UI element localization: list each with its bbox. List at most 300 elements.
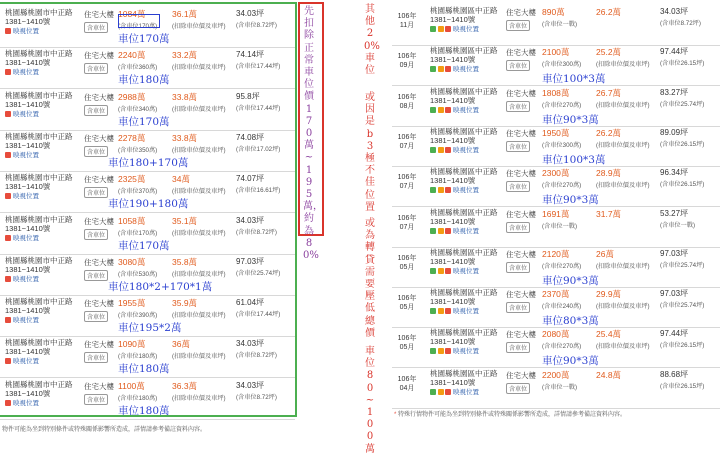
parking-price-note: (含車位170萬) [118,23,158,30]
address-number: 1381~1410號 [430,176,476,186]
parking-included-badge: 含車位 [506,20,530,31]
map-location-link[interactable] [430,146,498,155]
deal-date [396,294,418,312]
address-city: 桃園縣桃園區中正路 [430,126,498,136]
map-location-link[interactable] [430,25,498,34]
address-number: 1381~1410號 [430,135,476,145]
deal-month: 05月 [399,304,415,312]
parking-included-badge: 含車位 [84,63,108,74]
deal-date [396,375,418,393]
address-block [430,208,498,236]
building-type-label: 住宅大樓 [506,48,536,58]
map-link-label: 映視位置 [453,146,479,154]
map-location-link[interactable] [430,65,498,74]
building-type-label: 住宅大樓 [506,290,536,300]
address-city: 桃園縣桃園區中正路 [430,46,498,56]
handwritten-parking-note: 車位100*3萬 [542,153,606,166]
address-block [5,173,73,201]
total-price-value: 2988萬 [118,91,146,102]
map-location-link[interactable] [430,307,498,316]
unit-price-value: 31.7萬 [596,208,622,219]
parking-included-badge: 含車位 [84,229,108,240]
map-link-label: 映視位置 [13,69,39,77]
building-type-label: 住宅大樓 [84,299,114,309]
deal-month: 04月 [399,384,415,392]
map-pin-icon [5,193,11,199]
purple-handwritten-note: 先扣除正常車位價170萬~195萬，約為80% [303,6,323,262]
floor-area [660,288,704,309]
map-pin-icon [5,28,11,34]
total-price-value: 1100萬 [118,380,145,391]
map-link-label: 映視位置 [13,358,39,366]
total-price [542,369,577,391]
floor-area [660,248,704,269]
map-pin-icon [445,187,451,193]
parking-included-badge: 含車位 [506,101,530,112]
map-pin-icon [438,147,444,153]
map-location-link[interactable] [430,227,498,236]
building-type-label: 住宅大樓 [506,370,536,380]
address-city: 桃園縣桃園區中正路 [430,288,498,298]
address-number: 1381~1410號 [5,306,51,316]
map-pin-icon [445,66,451,72]
building-type [84,9,114,33]
red-note-other-parking: 其他20%車位 [364,4,380,77]
map-pin-icon [438,107,444,113]
map-pin-icon [430,389,436,395]
map-pin-icon [5,69,11,75]
total-price-value: 2200萬 [542,369,570,380]
unit-price-value: 26.2萬 [596,127,622,138]
floor-area [660,6,701,27]
parking-area-note: (含車位17.02坪) [236,145,281,153]
map-pin-icon [430,107,436,113]
total-price [542,288,581,310]
unit-price-value: 25.2萬 [596,47,622,58]
floor-area-value: 89.09坪 [660,127,689,137]
deal-year: 106年 [397,295,417,303]
left-footnote: 物件可能為坐到特別條件或特殊關係影響所造成，詳情請參考備註資料內容。 [2,427,207,433]
unit-price [172,173,226,195]
handwritten-parking-note: 車位90*3萬 [542,355,599,368]
total-price-value: 2325萬 [118,174,146,185]
address-city: 桃園縣桃園市中正路 [5,49,73,59]
deal-year: 106年 [397,214,417,222]
map-pin-icon [5,235,11,241]
map-location-link[interactable] [430,388,498,397]
parking-price-note: (含車位390萬) [118,312,158,320]
building-type [506,249,536,273]
map-location-link[interactable] [5,316,73,325]
parking-highlight-box [118,14,160,28]
address-number: 1381~1410號 [5,264,51,274]
deal-date [396,52,418,70]
floor-area-value: 96.34坪 [660,168,689,178]
address-city: 桃園縣桃園區中正路 [430,86,498,96]
unit-price-value: 36.3萬 [172,380,198,391]
parking-price-note: (含車位360萬) [118,64,158,72]
address-block [430,46,498,74]
map-link-label: 映視位置 [453,66,479,74]
total-price [118,49,157,71]
map-link-label: 映視位置 [453,348,479,356]
address-block [5,49,73,77]
floor-area [236,297,280,318]
address-block [5,215,73,243]
total-price [542,167,581,189]
deal-month: 09月 [399,62,415,70]
parking-price-note: (含車位270萬) [542,262,582,270]
building-type-label: 住宅大樓 [506,88,536,98]
floor-area [236,132,280,153]
map-location-link[interactable] [5,275,73,284]
unit-price-note: (扣除車位價及車坪) [172,105,226,113]
map-pin-icon [5,358,11,364]
map-location-link[interactable] [5,234,73,243]
floor-area-value: 97.44坪 [660,47,689,57]
map-link-label: 映視位置 [13,317,39,325]
parking-included-badge: 含車位 [84,105,108,116]
unit-price-note: (扣除車位價及車坪) [172,188,226,196]
address-number: 1381~1410號 [5,58,51,68]
address-block [430,248,498,276]
parking-price-note: (含車位300萬) [542,141,582,149]
total-price-value: 1955萬 [118,298,146,309]
total-price-value: 2080萬 [542,329,570,340]
parking-area-note: (含車位25.74坪) [236,269,281,277]
deal-year: 106年 [397,335,417,343]
map-location-link[interactable] [430,106,498,115]
parking-included-badge: 含車位 [506,383,530,394]
address-number: 1381~1410號 [430,297,476,307]
unit-price [596,208,621,221]
map-location-link[interactable] [5,357,73,366]
unit-price [172,132,226,154]
map-pin-icon [438,348,444,354]
address-block [5,91,73,119]
floor-area-value: 97.44坪 [660,329,689,339]
parking-area-note: (含車位26.15坪) [660,60,705,68]
handwritten-parking-note: 車位90*3萬 [542,113,599,126]
floor-area-value: 34.03坪 [236,339,265,349]
address-city: 桃園縣桃園區中正路 [430,6,498,15]
map-pin-icon [438,389,444,395]
floor-area [660,369,704,390]
unit-price-note: (扣除車位價及車坪) [172,146,226,154]
map-location-link[interactable] [430,267,498,276]
deal-date [396,133,418,151]
unit-price-note: (扣除車位價及車坪) [172,270,226,278]
unit-price-value: 28.9萬 [596,168,622,179]
parking-area-note: (含車位26.15坪) [660,342,705,350]
address-city: 桃園縣桃園區中正路 [430,207,498,217]
floor-area-value: 34.03坪 [236,380,265,390]
address-number: 1381~1410號 [5,347,51,357]
parking-price-note: (含車位350萬) [118,146,158,154]
total-price-value: 2120萬 [542,248,570,259]
parking-area-note: (含車位一戰) [660,221,696,229]
unit-price-note: (扣除車位價及車坪) [172,229,226,237]
building-type [84,339,114,363]
unit-price [596,87,650,109]
unit-price-value: 35.1萬 [172,215,198,226]
handwritten-parking-note: 車位80*3萬 [542,315,599,328]
parking-included-badge: 含車位 [84,352,108,363]
building-type [506,7,536,31]
unit-price [596,248,650,270]
deal-month: 07月 [399,183,415,191]
building-type-label: 住宅大樓 [84,340,114,350]
map-link-label: 映視位置 [13,151,39,159]
floor-area-value: 34.03坪 [236,215,265,225]
listing-row [392,365,720,409]
unit-price-note: (扣除車位價及車坪) [172,64,226,72]
unit-price [596,167,650,189]
address-city: 桃園縣桃園區中正路 [430,167,498,177]
address-number: 1381~1410號 [5,17,51,26]
green-frame-bottom [0,415,297,417]
map-pin-icon [438,26,444,32]
map-location-link[interactable] [5,151,73,160]
total-price [118,173,157,195]
handwritten-parking-note: 車位170萬 [118,115,170,128]
total-price-value: 1808萬 [542,87,570,98]
map-pin-icon [438,268,444,274]
building-type-label: 住宅大樓 [84,92,114,102]
unit-price [172,91,226,113]
unit-price-value: 33.8萬 [172,132,198,143]
parking-price-note: (含車位一戰) [542,383,578,391]
address-number: 1381~1410號 [5,223,51,233]
parking-area-note: (含車位25.74坪) [660,302,705,310]
listing-row [392,204,720,248]
map-location-link[interactable] [5,68,73,77]
unit-price-note: (扣除車位價及車坪) [172,353,226,361]
deal-date [396,93,418,111]
total-price [118,297,157,319]
building-type [506,168,536,192]
deal-year: 106年 [397,254,417,262]
parking-price-note: (含車位370萬) [118,188,158,196]
building-type [506,370,536,394]
unit-price [172,380,226,402]
unit-price-value: 35.8萬 [172,256,198,267]
green-frame-top [0,2,297,4]
map-link-label: 映視位置 [453,187,479,195]
handwritten-parking-note: 車位190+180萬 [108,198,189,211]
building-type-label: 住宅大樓 [506,249,536,259]
building-type-label: 住宅大樓 [84,133,114,143]
map-location-link[interactable] [5,192,73,201]
map-pin-icon [5,152,11,158]
parking-included-badge: 含車位 [506,222,530,233]
handwritten-parking-note: 車位180*2+170*1萬 [108,280,213,293]
building-type [506,289,536,313]
total-price-value: 1084萬 [118,9,146,19]
floor-area-value: 34.03坪 [236,9,265,18]
address-number: 1381~1410號 [5,140,51,150]
parking-included-badge: 含車位 [84,146,108,157]
unit-price [172,215,226,237]
building-type [506,47,536,71]
parking-area-note: (含車位26.15坪) [660,181,705,189]
total-price [542,208,577,230]
address-city: 桃園縣桃園區中正路 [430,328,498,338]
floor-area [236,256,280,277]
floor-area [660,127,704,148]
building-type-label: 住宅大樓 [506,169,536,179]
total-price [118,380,157,402]
address-number: 1381~1410號 [430,337,476,347]
map-link-label: 映視位置 [13,193,39,201]
parking-price-note: (含車位340萬) [118,105,158,113]
handwritten-parking-note: 車位180萬 [118,74,170,87]
unit-price [172,8,226,30]
map-location-link[interactable] [5,399,73,408]
building-type [506,329,536,353]
building-type-label: 住宅大樓 [506,128,536,138]
building-type-label: 住宅大樓 [84,257,114,267]
deal-year: 106年 [397,53,417,61]
unit-price [596,288,650,310]
address-number: 1381~1410號 [430,377,476,387]
unit-price-note: (扣除車位價及車坪) [596,61,650,69]
map-pin-icon [438,187,444,193]
deal-month: 05月 [399,263,415,271]
deal-date [396,214,418,232]
building-type [84,257,114,281]
map-pin-icon [430,268,436,274]
deal-year: 106年 [397,13,417,20]
right-listing-panel [392,0,720,439]
footnote-star: * [394,412,397,418]
red-note-parking-price: 車位80~100萬 [365,346,375,455]
map-link-label: 映視位置 [453,26,479,33]
deal-month: 07月 [399,142,415,150]
parking-price-note: (含車位240萬) [542,303,582,311]
building-type-label: 住宅大樓 [84,216,114,226]
address-city: 桃園縣桃園市中正路 [5,379,73,389]
handwritten-parking-note: 車位180萬 [118,404,170,417]
parking-price-note: (含車位270萬) [542,343,582,351]
map-location-link[interactable] [430,186,498,195]
map-pin-icon [445,308,451,314]
floor-area [660,167,704,188]
building-type [84,381,114,405]
unit-price-value: 33.2萬 [172,50,198,61]
map-location-link[interactable] [430,347,498,356]
unit-price-value: 25.4萬 [596,329,622,340]
total-price [118,215,157,237]
total-price-value: 890萬 [542,7,565,17]
deal-date [396,12,418,30]
parking-included-badge: 含車位 [506,141,530,152]
parking-included-badge: 含車位 [506,262,530,273]
total-price-value: 1950萬 [542,127,570,138]
parking-included-badge: 含車位 [506,60,530,71]
building-type-label: 住宅大樓 [506,209,536,219]
floor-area [660,87,704,108]
deal-month: 07月 [399,223,415,231]
parking-included-badge: 含車位 [506,181,530,192]
building-type-label: 住宅大樓 [84,381,114,391]
floor-area [236,8,277,29]
total-price-value: 1058萬 [118,215,146,226]
unit-price [596,46,650,68]
parking-area-note: (含車位17.44坪) [236,104,281,112]
map-pin-icon [445,389,451,395]
address-city: 桃園縣桃園市中正路 [5,255,73,265]
map-link-label: 映視位置 [453,388,479,396]
map-pin-icon [445,26,451,32]
parking-included-badge: 含車位 [84,187,108,198]
deal-month: 11月 [399,22,415,29]
building-type-label: 住宅大樓 [84,175,114,185]
unit-price [172,49,226,71]
parking-price-note: (含車位270萬) [542,182,582,190]
map-pin-icon [445,228,451,234]
deal-month: 08月 [399,102,415,110]
unit-price-note: (扣除車位價及車坪) [596,262,650,270]
parking-area-note: (含車位17.44坪) [236,311,281,319]
map-pin-icon [445,348,451,354]
address-block [430,6,498,34]
parking-area-note: (含車位25.74坪) [660,100,705,108]
handwritten-parking-note: 車位180萬 [118,363,170,376]
total-price [542,87,581,109]
handwritten-parking-note: 車位100*3萬 [542,73,606,86]
deal-year: 106年 [397,93,417,101]
deal-year: 106年 [397,133,417,141]
red-note-loan: 或為轉貸需要壓低總價 [365,218,375,339]
address-city: 桃園縣桃園區中正路 [430,247,498,257]
address-block [430,369,498,397]
map-location-link[interactable] [5,27,73,36]
floor-area [660,208,695,229]
building-type [84,216,114,240]
address-city: 桃園縣桃園區中正路 [430,368,498,378]
parking-included-badge: 含車位 [506,342,530,353]
total-price-value: 1090萬 [118,339,146,350]
parking-included-badge: 含車位 [506,302,530,313]
map-pin-icon [445,147,451,153]
floor-area-value: 83.27坪 [660,87,689,97]
building-type [506,209,536,233]
total-price-value: 3080萬 [118,256,146,267]
parking-area-note: (含車位17.44坪) [236,63,281,71]
total-price [542,127,581,149]
floor-area-value: 97.03坪 [660,289,689,299]
right-footnote-text: 特殊行情物件可能為坐到特別條件或特殊關係影響所造成，詳情請參考備註資料內容。 [398,412,627,418]
map-link-label: 映視位置 [13,110,39,118]
map-pin-icon [438,308,444,314]
unit-price-note: (扣除車位價及車坪) [172,23,226,30]
map-pin-icon [430,228,436,234]
unit-price-note: (扣除車位價及車坪) [172,312,226,320]
map-location-link[interactable] [5,110,73,119]
parking-price-note: (含車位270萬) [542,101,582,109]
parking-included-badge: 含車位 [84,22,108,33]
unit-price-value: 24.8萬 [596,369,622,380]
parking-area-note: (含車位8.72坪) [236,22,277,29]
total-price [118,338,157,360]
unit-price-value: 26.7萬 [596,87,622,98]
map-link-label: 映視位置 [13,399,39,407]
unit-price-value: 36.1萬 [172,9,198,19]
unit-price-note: (扣除車位價及車坪) [596,141,650,149]
deal-month: 05月 [399,344,415,352]
handwritten-parking-note: 車位90*3萬 [542,194,599,207]
